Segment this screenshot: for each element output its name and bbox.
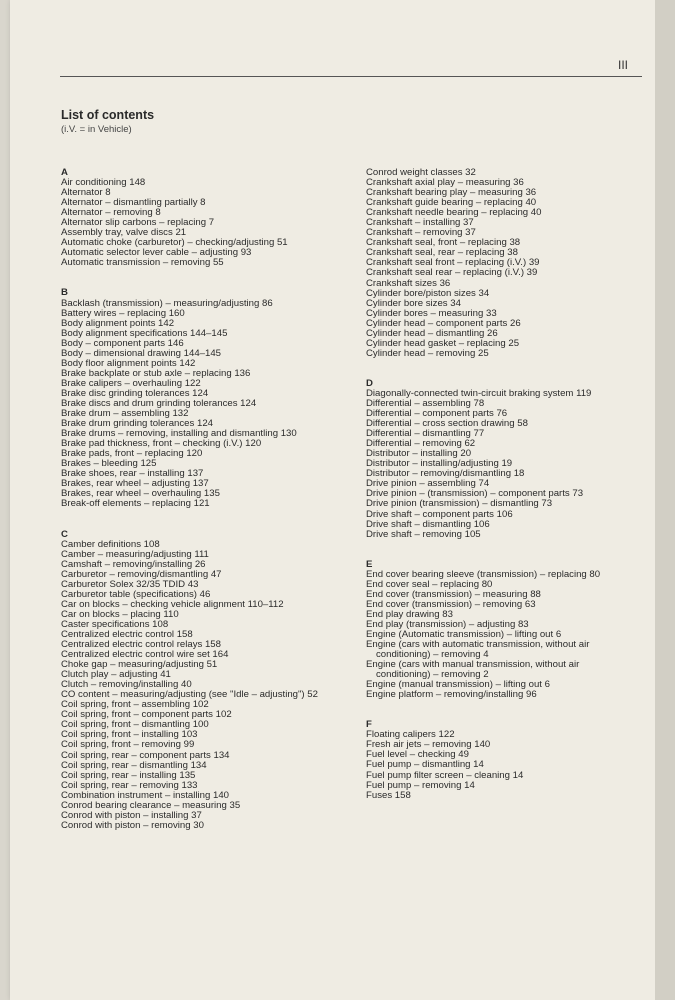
index-entry: Caster specifications 108 [61, 618, 169, 630]
header-rule [60, 76, 642, 77]
index-entry: Drive shaft – removing 105 [366, 528, 481, 540]
index-entry: Brake drum grinding tolerances 124 [61, 418, 213, 430]
index-entry: Assembly tray, valve discs 21 [61, 227, 187, 239]
index-entry: Clutch – removing/installing 40 [61, 679, 192, 691]
index-entry: Battery wires – replacing 160 [61, 307, 185, 319]
index-entry: Brakes, rear wheel – overhauling 135 [61, 488, 220, 500]
index-column-left [61, 168, 351, 851]
index-entry: Crankshaft seal, front – replacing 38 [366, 237, 521, 249]
index-entry: Coil spring, front – dismantling 100 [61, 719, 209, 731]
index-entry: Coil spring, front – installing 103 [61, 729, 198, 741]
index-entry: End play drawing 83 [366, 608, 453, 620]
index-entry: Differential – component parts 76 [366, 408, 508, 420]
index-entry: Brake discs and drum grinding tolerances 124 [61, 397, 257, 409]
index-entry: Distributor – installing 20 [366, 448, 472, 460]
index-entry: Brake drum – assembling 132 [61, 408, 189, 420]
index-entry: conditioning) – removing 2 [376, 669, 489, 681]
index-entry: Differential – dismantling 77 [366, 428, 485, 440]
index-entry: Body – dimensional drawing 144–145 [61, 347, 222, 359]
index-section [366, 560, 642, 701]
index-entry: Body floor alignment points 142 [61, 357, 196, 369]
index-entry: Brake pad thickness, front – checking (i.V.) 120 [61, 438, 262, 450]
index-entry: Differential – removing 62 [366, 438, 476, 450]
index-entry: Conrod weight classes 32 [366, 167, 476, 178]
index-entry: Air conditioning 148 [61, 177, 146, 189]
index-entry: Body alignment points 142 [61, 317, 175, 329]
page-title: List of contents [61, 108, 155, 122]
index-entry: Break-off elements – replacing 121 [61, 498, 210, 510]
index-entry: Diagonally-connected twin-circuit braking system 119 [366, 387, 592, 399]
index-entry: Cylinder bore/piston sizes 34 [366, 287, 490, 299]
index-entry: Clutch play – adjusting 41 [61, 669, 171, 681]
index-entry: Centralized electric control relays 158 [61, 639, 221, 651]
index-entry: End cover bearing sleeve (transmission) – replacing 80 [366, 568, 601, 580]
index-entry: Coil spring, rear – component parts 134 [61, 749, 230, 761]
page-number: III [618, 58, 629, 72]
index-entry: Engine (manual transmission) – lifting out 6 [366, 679, 550, 691]
index-entry: Drive shaft – component parts 106 [366, 508, 513, 520]
index-entry: Engine (cars with automatic transmission, without air [366, 639, 590, 651]
index-section [366, 720, 642, 800]
index-entry: Cylinder head – component parts 26 [366, 317, 521, 329]
index-entry: Crankshaft sizes 36 [366, 277, 451, 289]
index-entry: Carburetor – removing/dismantling 47 [61, 568, 222, 580]
index-entry: Crankshaft needle bearing – replacing 40 [366, 207, 542, 219]
index-entry: Conrod bearing clearance – measuring 35 [61, 799, 241, 811]
index-entry: Brakes, rear wheel – adjusting 137 [61, 478, 209, 490]
index-section [61, 530, 351, 831]
index-entry: Distributor – removing/dismantling 18 [366, 468, 525, 480]
index-entry: Cylinder bores – measuring 33 [366, 307, 497, 319]
index-entry: Centralized electric control 158 [61, 628, 193, 640]
index-entry: Fresh air jets – removing 140 [366, 739, 491, 751]
section-letter: A [61, 167, 68, 178]
index-entry: Crankshaft bearing play – measuring 36 [366, 187, 537, 199]
index-entry: End cover (transmission) – removing 63 [366, 598, 536, 610]
index-entry: Brake shoes, rear – installing 137 [61, 468, 204, 480]
index-section [61, 168, 351, 268]
index-entry: Body alignment specifications 144–145 [61, 327, 228, 339]
index-entry: Engine platform – removing/installing 96 [366, 689, 537, 701]
index-entry: Floating calipers 122 [366, 729, 455, 741]
index-entry: Drive pinion – (transmission) – component parts 73 [366, 488, 584, 500]
index-entry: Crankshaft seal, rear – replacing 38 [366, 247, 518, 259]
index-entry: Coil spring, front – component parts 102 [61, 709, 232, 721]
index-entry: Alternator slip carbons – replacing 7 [61, 217, 215, 229]
section-letter: C [61, 528, 68, 540]
index-entry: Alternator – dismantling partially 8 [61, 197, 206, 209]
index-entry: Drive pinion – assembling 74 [366, 478, 490, 490]
index-entry: Crankshaft – installing 37 [366, 217, 474, 229]
index-entry: Coil spring, rear – installing 135 [61, 769, 196, 781]
index-entry: Fuel pump – dismantling 14 [366, 759, 484, 771]
index-entry: Drive shaft – dismantling 106 [366, 518, 490, 530]
index-section [366, 379, 642, 540]
page-edge [655, 0, 675, 1000]
index-entry: Backlash (transmission) – measuring/adjusting 86 [61, 297, 273, 309]
index-entry: Automatic selector lever cable – adjusting 93 [61, 247, 252, 259]
index-entry: Distributor – installing/adjusting 19 [366, 458, 513, 470]
index-entry: Coil spring, front – assembling 102 [61, 699, 209, 711]
index-entry: Brake calipers – overhauling 122 [61, 377, 201, 389]
index-entry: Body – component parts 146 [61, 337, 184, 349]
index-entry: Crankshaft seal rear – replacing (i.V.) 39 [366, 267, 538, 279]
index-entry: Camber definitions 108 [61, 538, 160, 550]
index-entry: Coil spring, rear – removing 133 [61, 779, 198, 791]
index-entry: Fuel pump filter screen – cleaning 14 [366, 769, 524, 781]
index-section [61, 288, 351, 509]
index-column-right [366, 168, 642, 821]
section-letter: B [61, 287, 68, 299]
index-entry: Choke gap – measuring/adjusting 51 [61, 659, 218, 671]
index-entry: Camshaft – removing/installing 26 [61, 558, 206, 570]
index-entry: Cylinder head – removing 25 [366, 347, 489, 359]
index-entry: Crankshaft seal front – replacing (i.V.) 39 [366, 257, 540, 269]
index-entry: Cylinder head – dismantling 26 [366, 327, 498, 339]
section-letter: F [366, 719, 372, 731]
index-entry: conditioning) – removing 4 [376, 649, 489, 661]
index-entry: Automatic choke (carburetor) – checking/adjusting 51 [61, 237, 288, 249]
index-entry: Fuel pump – removing 14 [366, 779, 475, 791]
index-entry: Automatic transmission – removing 55 [61, 257, 224, 269]
index-entry: Carburetor table (specifications) 46 [61, 588, 211, 600]
index-entry: Alternator 8 [61, 187, 111, 199]
index-entry: Coil spring, front – removing 99 [61, 739, 195, 751]
index-section [366, 168, 642, 359]
index-entry: Car on blocks – checking vehicle alignment 110–112 [61, 598, 284, 610]
index-entry: Engine (cars with manual transmission, without air [366, 659, 580, 671]
index-entry: Brake backplate or stub axle – replacing 136 [61, 367, 251, 379]
index-entry: Fuel level – checking 49 [366, 749, 469, 761]
index-entry: Brake pads, front – replacing 120 [61, 448, 203, 460]
index-entry: Crankshaft axial play – measuring 36 [366, 177, 524, 189]
index-entry: Crankshaft – removing 37 [366, 227, 476, 239]
index-entry: Centralized electric control wire set 164 [61, 649, 229, 661]
index-entry: Cylinder bore sizes 34 [366, 297, 461, 309]
section-letter: D [366, 377, 373, 389]
index-entry: Camber – measuring/adjusting 111 [61, 548, 209, 560]
index-entry: Engine (Automatic transmission) – lifting out 6 [366, 628, 562, 640]
index-entry: Crankshaft guide bearing – replacing 40 [366, 197, 537, 209]
index-entry: Cylinder head gasket – replacing 25 [366, 337, 520, 349]
index-entry: Conrod with piston – installing 37 [61, 809, 202, 821]
index-entry: Conrod with piston – removing 30 [61, 819, 204, 831]
index-entry: Brake drums – removing, installing and dismantling 130 [61, 428, 297, 440]
index-entry: Car on blocks – placing 110 [61, 608, 179, 620]
index-entry: Drive pinion (transmission) – dismantling 73 [366, 498, 553, 510]
index-entry: Fuses 158 [366, 789, 411, 801]
index-entry: End cover seal – replacing 80 [366, 578, 493, 590]
page-subtitle: (i.V. = in Vehicle) [61, 124, 132, 135]
index-entry: Brakes – bleeding 125 [61, 458, 157, 470]
index-entry: Differential – assembling 78 [366, 397, 485, 409]
section-letter: E [366, 558, 373, 570]
index-entry: Alternator – removing 8 [61, 207, 161, 219]
index-entry: Brake disc grinding tolerances 124 [61, 387, 209, 399]
index-entry: Carburetor Solex 32/35 TDID 43 [61, 578, 199, 590]
index-entry: Combination instrument – installing 140 [61, 789, 229, 801]
index-entry: CO content – measuring/adjusting (see "Idle – adjusting") 52 [61, 689, 318, 701]
index-entry: End cover (transmission) – measuring 88 [366, 588, 541, 600]
index-entry: Coil spring, rear – dismantling 134 [61, 759, 207, 771]
index-entry: End play (transmission) – adjusting 83 [366, 618, 529, 630]
index-entry: Differential – cross section drawing 58 [366, 418, 528, 430]
